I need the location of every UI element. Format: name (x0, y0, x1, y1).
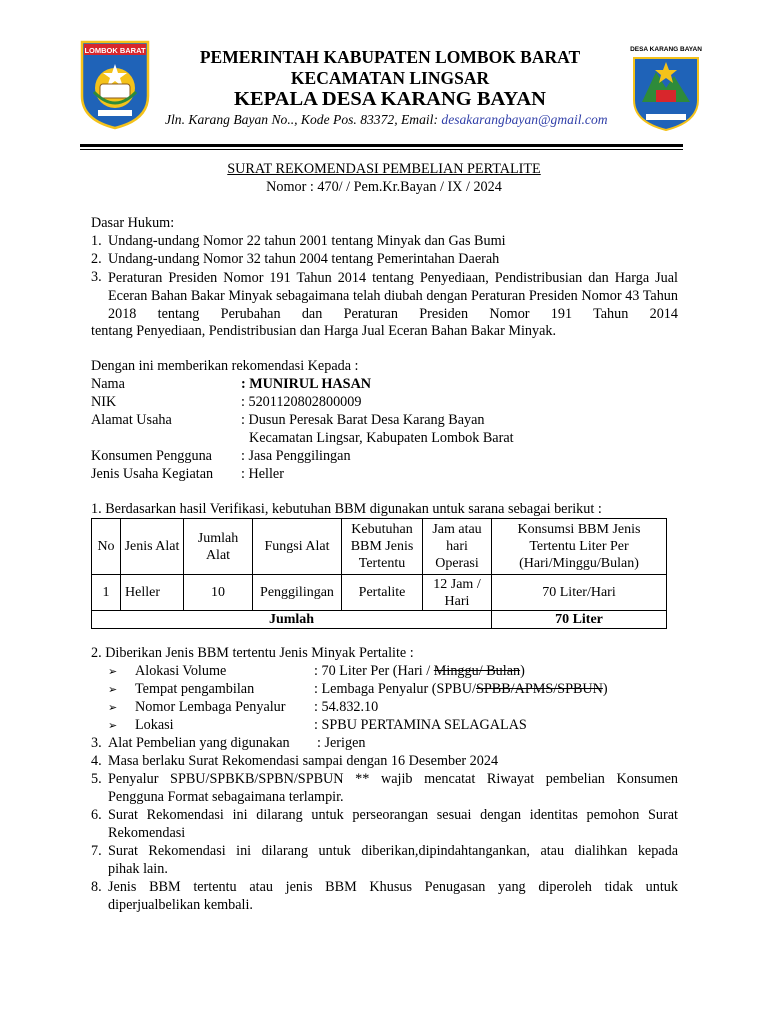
point-8-num: 8. (91, 879, 102, 895)
field-value-nama: : MUNIRUL HASAN (241, 376, 372, 392)
col-header-fungsi-alat: Fungsi Alat (253, 519, 342, 575)
field-label-nik: NIK (91, 394, 117, 410)
cell-konsumsi: 70 Liter/Hari (492, 575, 667, 611)
email-link[interactable]: desakarangbayan@gmail.com (441, 112, 608, 127)
cell-jenis-alat: Heller (121, 575, 184, 611)
point-7-num: 7. (91, 843, 102, 859)
point-7-text: Surat Rekomendasi ini dilarang untuk diberikan,dipindahtangankan, atau dialihkan kepada (108, 843, 678, 859)
letterhead-rule-thick (80, 144, 683, 147)
legal-basis-item-3: Peraturan Presiden Nomor 191 Tahun 2014 tentang Penyediaan, Pendistribusian dan Harga Jual Eceran Bahan Bakar Minyak sebagaimana telah diubah dengan Peraturan Presiden Nomor 43 Tahun 2018 tentang Perubahan dan Peraturan Presiden Nomor 191 Tahun 2014 (108, 270, 678, 322)
svg-text:LOMBOK BARAT: LOMBOK BARAT (84, 46, 146, 55)
alloc-value-text: : 70 Liter Per (Hari / (314, 663, 434, 679)
legal-basis-num-3: 3. (91, 269, 102, 285)
dealer-number-value: : 54.832.10 (314, 699, 379, 715)
point-1: 1. Berdasarkan hasil Verifikasi, kebutuhan BBM digunakan untuk sarana sebagai berikut : (91, 501, 602, 517)
col-header-no: No (92, 519, 121, 575)
letter-title-text: SURAT REKOMENDASI PEMBELIAN PERTALITE (227, 161, 541, 177)
arrow-bullet-icon: ➢ (108, 665, 118, 678)
letterhead-line-2: KECAMATAN LINGSAR (290, 68, 490, 88)
point-6-num: 6. (91, 807, 102, 823)
total-label: Jumlah (92, 611, 492, 629)
dealer-number-label: Nomor Lembaga Penyalur (135, 699, 286, 715)
letterhead-line-3: KEPALA DESA KARANG BAYAN (234, 88, 546, 110)
place-value (314, 681, 608, 698)
point-6-last-line: Rekomendasi (108, 825, 186, 841)
arrow-bullet-icon: ➢ (108, 683, 118, 696)
field-value-alamat: : Dusun Peresak Barat Desa Karang Bayan (241, 412, 485, 428)
alloc-label: Alokasi Volume (135, 663, 227, 679)
arrow-bullet-icon: ➢ (108, 701, 118, 714)
point-3-value: : Jerigen (317, 735, 366, 751)
cell-jam-operasi: 12 Jam / Hari (423, 575, 492, 611)
point-5-num: 5. (91, 771, 102, 787)
point-3-num: 3. (91, 735, 102, 751)
svg-text:DESA KARANG BAYAN: DESA KARANG BAYAN (630, 46, 702, 53)
recipient-intro: Dengan ini memberikan rekomendasi Kepada : (91, 358, 359, 374)
total-value: 70 Liter (492, 611, 667, 629)
place-label: Tempat pengambilan (135, 681, 255, 697)
place-value-struck: SPBB/APMS/SPBUN (475, 681, 603, 697)
col-header-konsumsi: Konsumsi BBM Jenis Tertentu Liter Per (Hari/Minggu/Bulan) (492, 519, 667, 575)
field-label-alamat: Alamat Usaha (91, 412, 172, 428)
arrow-bullet-icon: ➢ (108, 719, 118, 732)
field-value-nik: : 5201120802800009 (241, 394, 362, 410)
point-3-text: Alat Pembelian yang digunakan (108, 735, 290, 751)
field-value-jenis-usaha: : Heller (241, 466, 284, 482)
legal-basis-item-1: Undang-undang Nomor 22 tahun 2001 tentang Minyak dan Gas Bumi (108, 233, 506, 249)
alloc-value-tail: ) (520, 663, 525, 679)
letterhead-line-1: PEMERINTAH KABUPATEN LOMBOK BARAT (199, 47, 581, 67)
alloc-value-struck: Minggu/ Bulan (433, 663, 521, 679)
letterhead-rule-thin (80, 149, 683, 150)
letter-number: Nomor : 470/ / Pem.Kr.Bayan / IX / 2024 (266, 179, 502, 195)
alloc-value (314, 663, 525, 680)
cell-no: 1 (92, 575, 121, 611)
legal-basis-num-1: 1. (91, 233, 102, 249)
col-header-jam-operasi: Jam atau hari Operasi (423, 519, 492, 575)
field-label-konsumen: Konsumen Pengguna (91, 448, 212, 464)
legal-basis-num-2: 2. (91, 251, 102, 267)
field-value-alamat-2: Kecamatan Lingsar, Kabupaten Lombok Barat (249, 430, 514, 446)
location-label: Lokasi (135, 717, 174, 733)
point-2: 2. Diberikan Jenis BBM tertentu Jenis Minyak Pertalite : (91, 645, 414, 661)
table-total-row (92, 611, 667, 629)
col-header-jenis-alat: Jenis Alat (121, 519, 184, 575)
point-8-last-line: diperjualbelikan kembali. (108, 897, 253, 913)
cell-fungsi-alat: Penggilingan (253, 575, 342, 611)
field-value-konsumen: : Jasa Penggilingan (241, 448, 351, 464)
address-text: Jln. Karang Bayan No.., Kode Pos. 83372, Email: (165, 112, 442, 127)
table-header-row (92, 519, 667, 575)
table-row (92, 575, 667, 611)
letter-title (0, 161, 768, 178)
point-4-num: 4. (91, 753, 102, 769)
col-header-jumlah-alat: Jumlah Alat (184, 519, 253, 575)
location-value: : SPBU PERTAMINA SELAGALAS (314, 717, 527, 733)
point-6-text: Surat Rekomendasi ini dilarang untuk perseorangan sesuai dengan identitas pemohon Surat (108, 807, 678, 823)
place-value-text: : Lembaga Penyalur (SPBU/ (314, 681, 476, 697)
cell-kebutuhan: Pertalite (342, 575, 423, 611)
legal-basis-item-3-last-line: tentang Penyediaan, Pendistribusian dan Harga Jual Eceran Bahan Bakar Minyak. (91, 323, 557, 339)
point-7-last-line: pihak lain. (108, 861, 168, 877)
field-label-jenis-usaha: Jenis Usaha Kegiatan (91, 466, 214, 482)
legal-basis-item-2: Undang-undang Nomor 32 tahun 2004 tentang Pemerintahan Daerah (108, 251, 500, 267)
point-4-text: Masa berlaku Surat Rekomendasi sampai dengan 16 Desember 2024 (108, 753, 499, 769)
field-label-nama: Nama (91, 376, 125, 392)
point-5-text: Penyalur SPBU/SPBKB/SPBN/SPBUN ** wajib mencatat Riwayat pembelian Konsumen (108, 771, 678, 787)
bbm-table (91, 518, 667, 629)
cell-jumlah-alat: 10 (184, 575, 253, 611)
letterhead-address (165, 112, 608, 128)
col-header-kebutuhan: Kebutuhan BBM Jenis Tertentu (342, 519, 423, 575)
legal-basis-heading: Dasar Hukum: (91, 215, 175, 231)
logo-lombok-barat (80, 40, 150, 130)
point-8-text: Jenis BBM tertentu atau jenis BBM Khusus Penugasan yang diperoleh tidak untuk (108, 879, 678, 895)
place-value-tail: ) (602, 681, 608, 697)
point-5-last-line: Pengguna Format sebagaimana terlampir. (108, 789, 344, 805)
logo-desa-karang-bayan (628, 42, 704, 132)
